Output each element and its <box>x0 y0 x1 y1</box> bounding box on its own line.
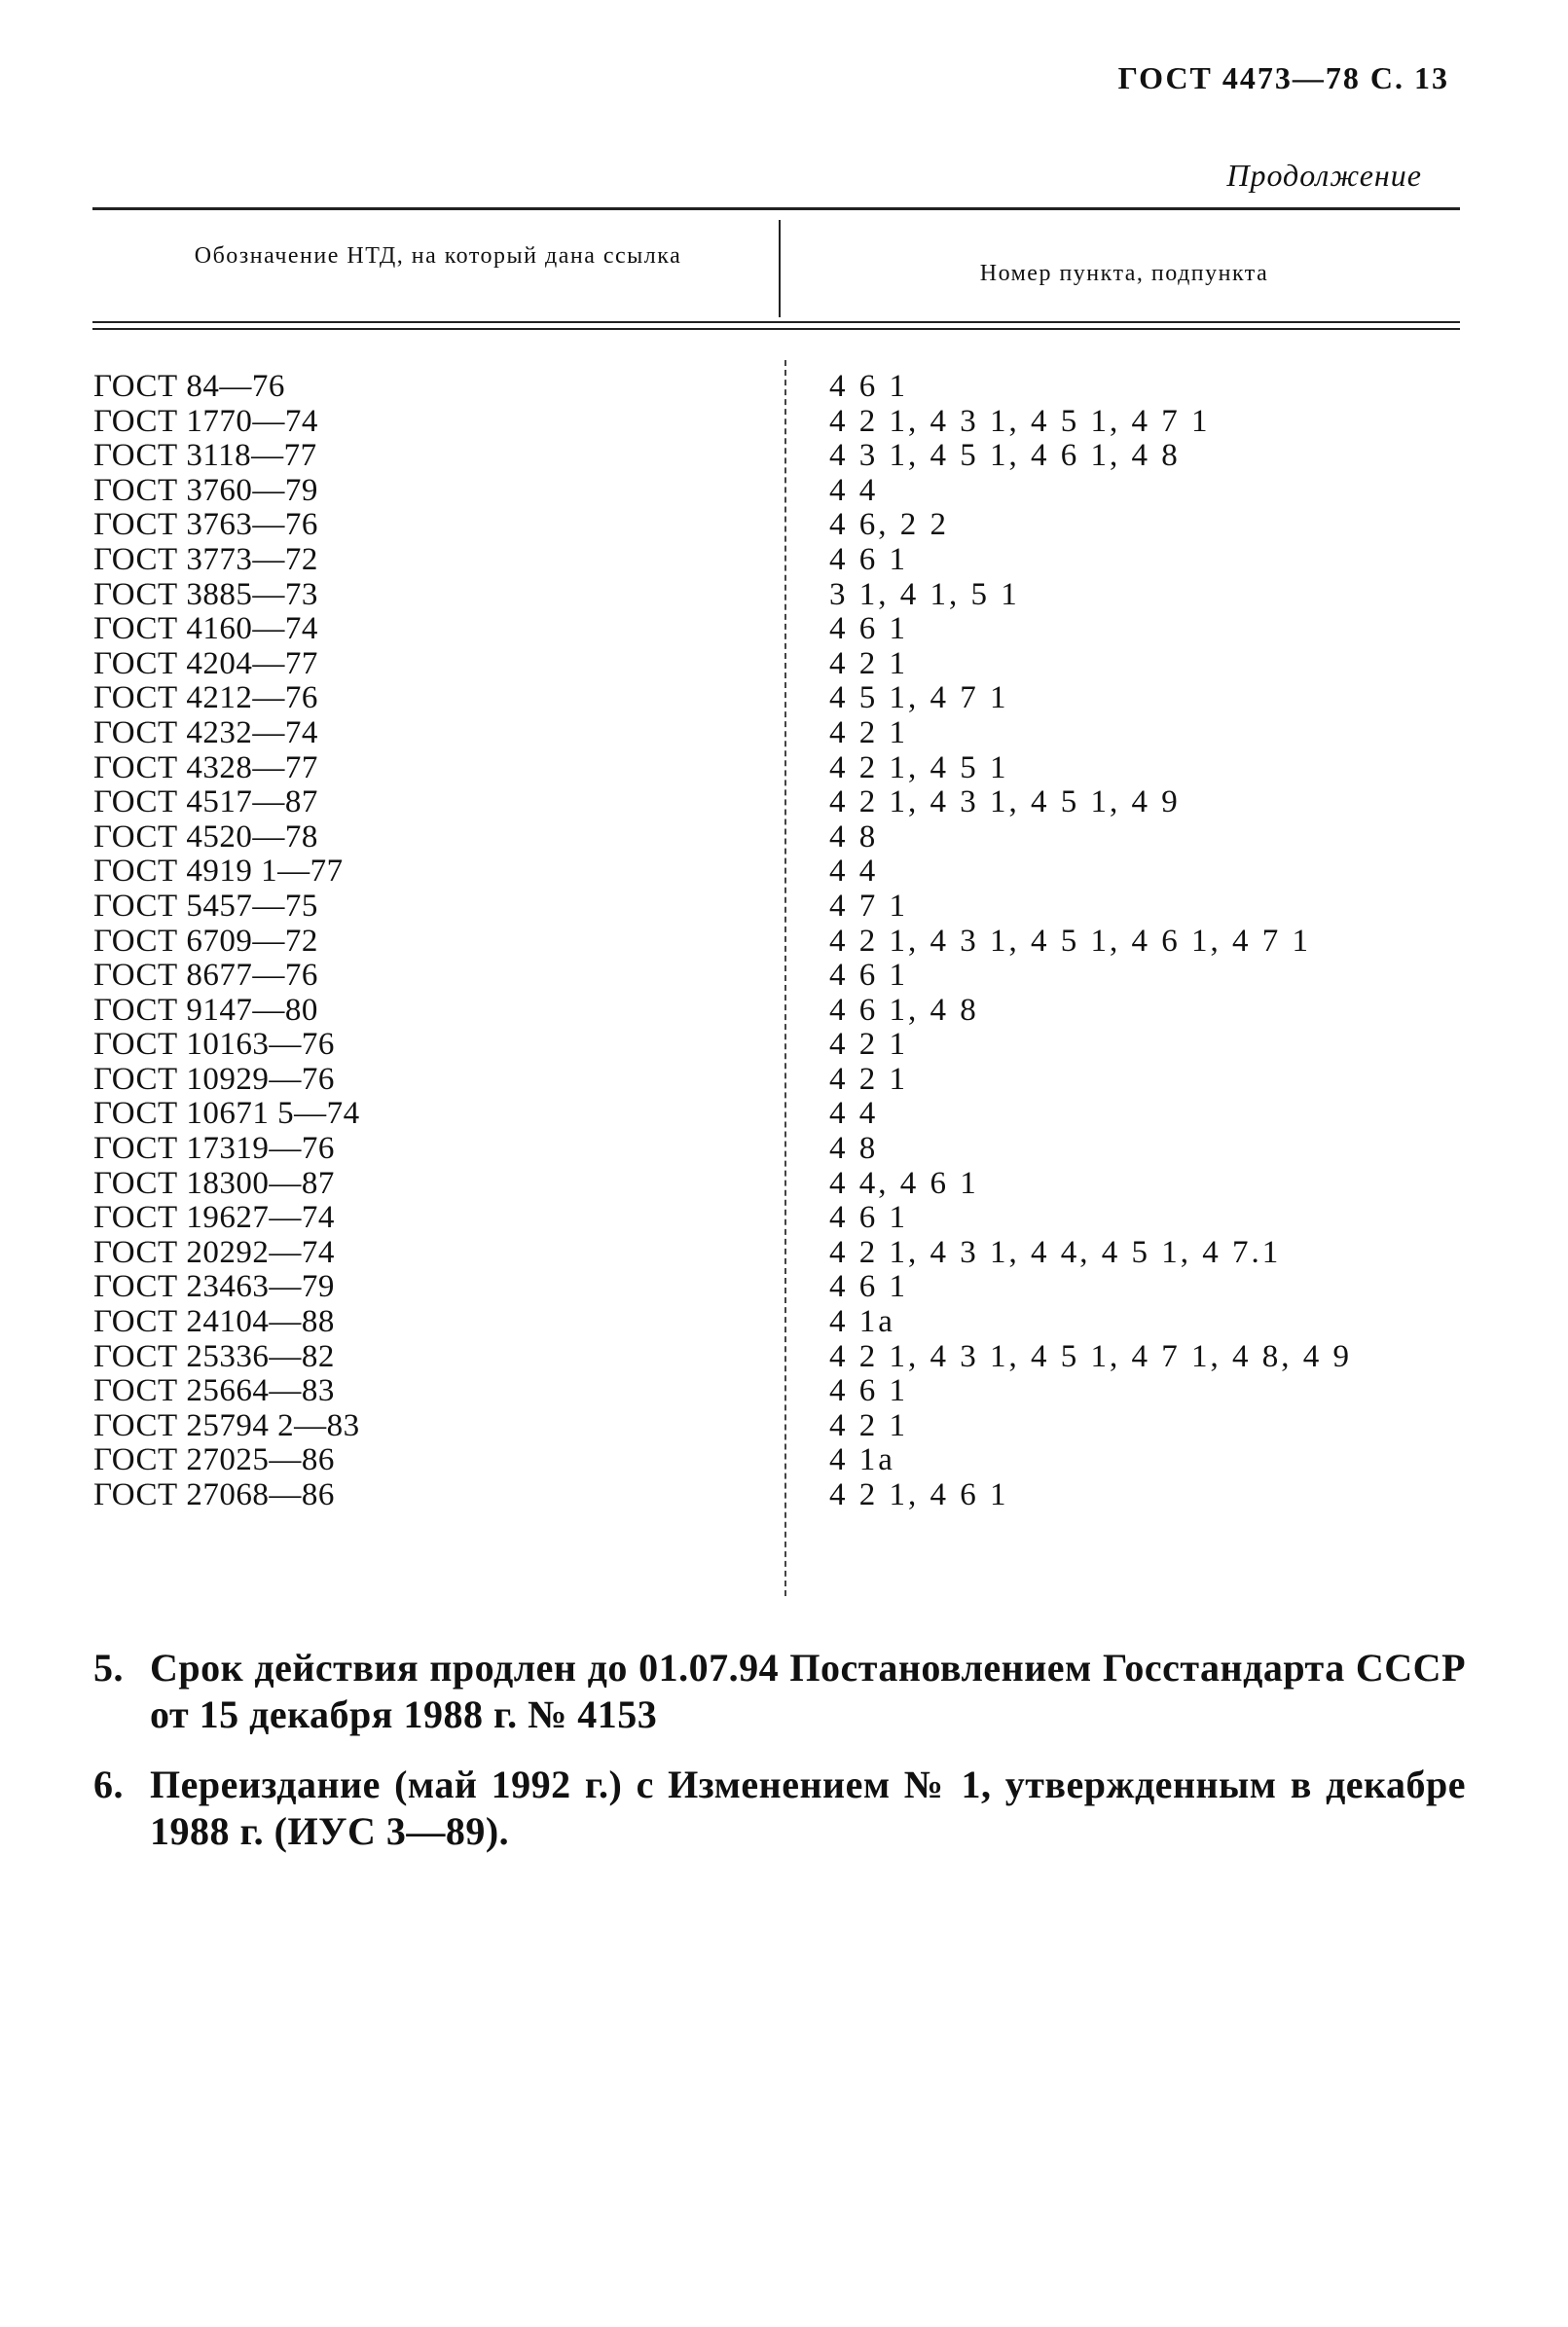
table-row-clauses: 4 2 1, 4 5 1 <box>829 749 1009 785</box>
header-column-divider <box>779 220 781 317</box>
table-row-clauses: 4 5 1, 4 7 1 <box>829 680 1009 716</box>
table-row-document: ГОСТ 23463—79 <box>93 1269 335 1305</box>
table-row-document: ГОСТ 6709—72 <box>93 923 318 959</box>
table-row-clauses: 4 4, 4 6 1 <box>829 1165 979 1201</box>
table-row-document: ГОСТ 4328—77 <box>93 749 318 785</box>
table-row-clauses: 4 6 1, 4 8 <box>829 992 979 1028</box>
table-row-clauses: 4 2 1, 4 3 1, 4 5 1, 4 7 1 <box>829 403 1211 439</box>
table-row-document: ГОСТ 25336—82 <box>93 1338 335 1374</box>
table-row-clauses: 4 2 1 <box>829 1027 908 1063</box>
table-row-document: ГОСТ 5457—75 <box>93 888 318 924</box>
table-row-document: ГОСТ 4204—77 <box>93 645 318 681</box>
table-row-document: ГОСТ 3118—77 <box>93 438 317 474</box>
table-row-clauses: 4 6 1 <box>829 1373 908 1409</box>
table-row-document: ГОСТ 4160—74 <box>93 611 318 647</box>
table-row-clauses: 4 2 1, 4 6 1 <box>829 1477 1009 1512</box>
note-number: 6. <box>93 1763 124 1806</box>
table-row-document: ГОСТ 8677—76 <box>93 958 318 994</box>
table-row-document: ГОСТ 25664—83 <box>93 1373 335 1409</box>
table-row-document: ГОСТ 27068—86 <box>93 1477 335 1512</box>
table-row-clauses: 4 3 1, 4 5 1, 4 6 1, 4 8 <box>829 438 1181 474</box>
table-row-clauses: 3 1, 4 1, 5 1 <box>829 576 1020 612</box>
table-row-clauses: 4 7 1 <box>829 888 908 924</box>
table-row-clauses: 4 6 1 <box>829 369 908 404</box>
table-row-clauses: 4 6 1 <box>829 958 908 994</box>
table-row-document: ГОСТ 84—76 <box>93 369 285 404</box>
table-row-clauses: 4 2 1 <box>829 714 908 750</box>
table-row-document: ГОСТ 18300—87 <box>93 1165 335 1201</box>
table-row-clauses: 4 2 1, 4 3 1, 4 5 1, 4 6 1, 4 7 1 <box>829 923 1311 959</box>
note-item <box>93 1762 1466 1855</box>
table-row-document: ГОСТ 19627—74 <box>93 1200 335 1236</box>
table-row-document: ГОСТ 10163—76 <box>93 1027 335 1063</box>
table-row-document: ГОСТ 20292—74 <box>93 1234 335 1270</box>
page-header: ГОСТ 4473—78 С. 13 <box>1117 60 1449 95</box>
table-row-clauses: 4 8 <box>829 1131 879 1167</box>
table-row-clauses: 4 6 1 <box>829 611 908 647</box>
header-bottom-rule <box>92 321 1460 323</box>
table-row-clauses: 4 6 1 <box>829 541 908 577</box>
table-row-document: ГОСТ 3773—72 <box>93 541 318 577</box>
table-row-clauses: 4 8 <box>829 818 879 854</box>
table-row-clauses: 4 2 1, 4 3 1, 4 5 1, 4 9 <box>829 784 1181 820</box>
table-row-clauses: 4 4 <box>829 1096 879 1132</box>
document-column <box>93 370 360 1513</box>
table-row-clauses: 4 2 1 <box>829 645 908 681</box>
table-row-document: ГОСТ 17319—76 <box>93 1131 335 1167</box>
notes-section <box>93 1645 1466 1878</box>
body-column-divider <box>784 360 786 1596</box>
table-row-document: ГОСТ 24104—88 <box>93 1304 335 1340</box>
table-row-clauses: 4 6 1 <box>829 1200 908 1236</box>
table-row-document: ГОСТ 4520—78 <box>93 818 318 854</box>
note-text: Переиздание (май 1992 г.) с Изменением № 1, утвержденным в декабре 1988 г. (ИУС 3—89). <box>150 1763 1466 1853</box>
table-row-clauses: 4 4 <box>829 472 879 508</box>
table-row-document: ГОСТ 3763—76 <box>93 507 318 543</box>
column-header-clause: Номер пункта, подпункта <box>979 261 1269 286</box>
table-row-clauses: 4 6 1 <box>829 1269 908 1305</box>
note-item <box>93 1645 1466 1738</box>
table-row-clauses: 4 4 <box>829 854 879 890</box>
table-row-document: ГОСТ 3760—79 <box>93 472 318 508</box>
table-row-document: ГОСТ 9147—80 <box>93 992 318 1028</box>
continuation-label: Продолжение <box>1226 158 1422 193</box>
table-row-document: ГОСТ 1770—74 <box>93 403 318 439</box>
table-row-clauses: 4 1а <box>829 1304 895 1340</box>
table-row-document: ГОСТ 4919 1—77 <box>93 854 344 890</box>
table-row-clauses: 4 2 1, 4 3 1, 4 5 1, 4 7 1, 4 8, 4 9 <box>829 1338 1352 1374</box>
table-row-document: ГОСТ 25794 2—83 <box>93 1407 360 1443</box>
column-header-document: Обозначение НТД, на который дана ссылка <box>194 243 682 269</box>
table-row-clauses: 4 2 1, 4 3 1, 4 4, 4 5 1, 4 7.1 <box>829 1234 1282 1270</box>
note-text: Срок действия продлен до 01.07.94 Постановлением Госстандарта СССР от 15 декабря 1988 г. № 4153 <box>150 1646 1466 1736</box>
table-row-document: ГОСТ 10671 5—74 <box>93 1096 360 1132</box>
table-row-document: ГОСТ 3885—73 <box>93 576 318 612</box>
table-row-document: ГОСТ 27025—86 <box>93 1442 335 1478</box>
table-row-document: ГОСТ 10929—76 <box>93 1061 335 1097</box>
header-bottom-rule-second <box>92 328 1460 330</box>
table-row-clauses: 4 6, 2 2 <box>829 507 949 543</box>
table-row-clauses: 4 2 1 <box>829 1407 908 1443</box>
table-row-clauses: 4 1а <box>829 1442 895 1478</box>
table-top-rule <box>92 207 1460 210</box>
table-row-document: ГОСТ 4232—74 <box>93 714 318 750</box>
table-row-document: ГОСТ 4212—76 <box>93 680 318 716</box>
table-row-document: ГОСТ 4517—87 <box>93 784 318 820</box>
clause-column <box>829 370 1352 1513</box>
table-row-clauses: 4 2 1 <box>829 1061 908 1097</box>
note-number: 5. <box>93 1646 124 1690</box>
